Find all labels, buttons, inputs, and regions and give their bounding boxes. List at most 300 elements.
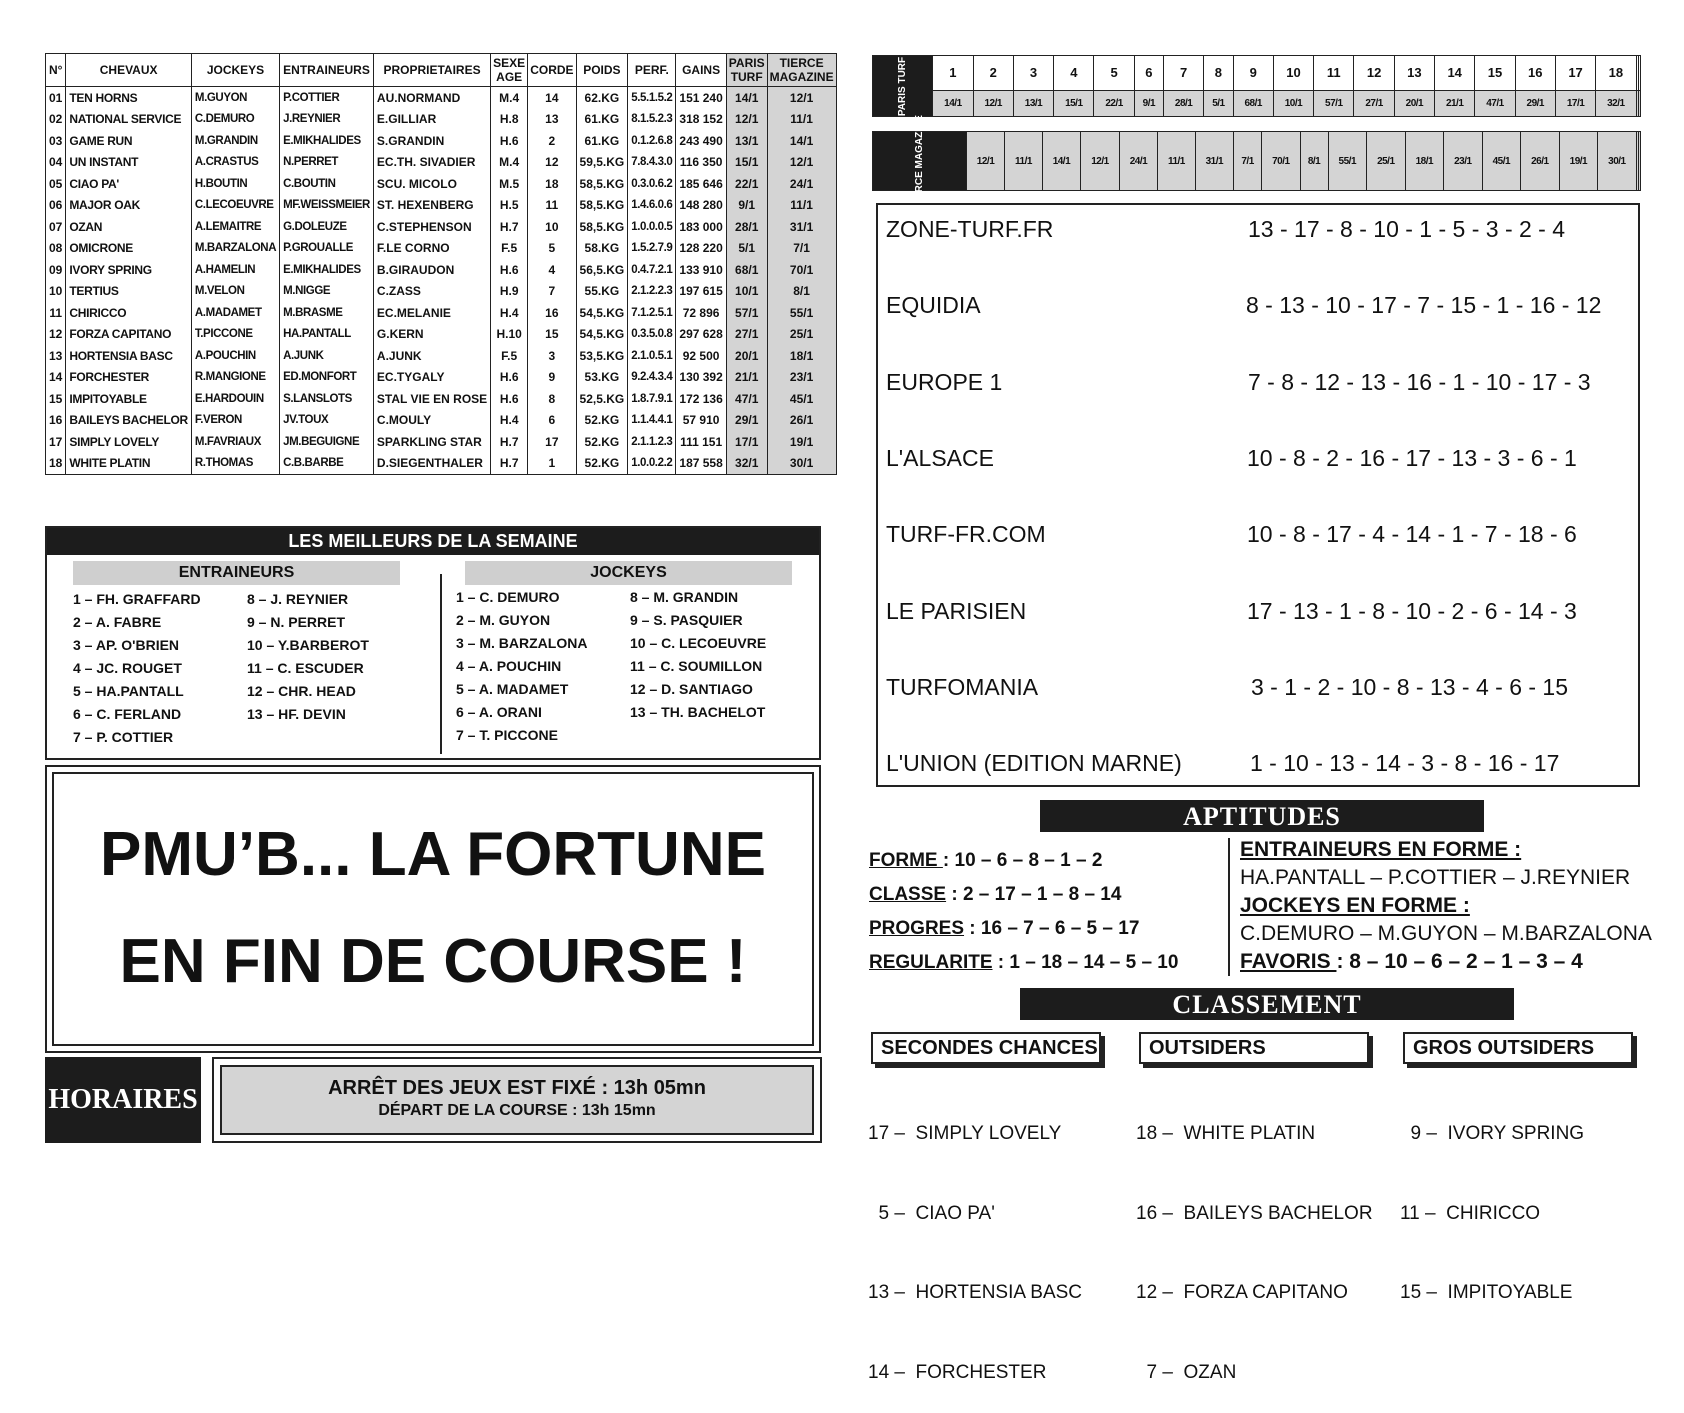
runner-owner: B.GIRAUDON (373, 259, 490, 281)
table-row (46, 109, 837, 131)
runner-odds-tierce-magazine: 8/1 (767, 281, 836, 303)
runner-jockey: A.LEMAITRE (191, 216, 279, 238)
list-item: 5 – CIAO PA' (868, 1202, 995, 1224)
runner-horse: OMICRONE (66, 238, 192, 260)
paris-turf-number-row (873, 56, 1641, 91)
runner-horse: BAILEYS BACHELOR (66, 410, 192, 432)
runner-trainer: G.DOLEUZE (280, 216, 374, 238)
tierce-magazine-odds: 19/1 (1559, 132, 1598, 191)
list-item: 18 – WHITE PLATIN (1136, 1123, 1316, 1144)
runner-jockey: F.VERON (191, 410, 279, 432)
runner-odds-tierce-magazine: 45/1 (767, 388, 836, 410)
paris-turf-odds: 27/1 (1354, 90, 1394, 116)
header-jockeys: JOCKEYS (191, 54, 279, 87)
aptitudes-divider (1228, 838, 1230, 976)
runner-gains: 172 136 (676, 388, 726, 410)
trainers-in-form-value: HA.PANTALL – P.COTTIER – J.REYNIER (1240, 866, 1631, 889)
runner-corde: 8 (528, 388, 576, 410)
paris-turf-odds: 15/1 (1054, 90, 1094, 116)
runner-owner: ST. HEXENBERG (373, 195, 490, 217)
runner-sex-age: M.5 (491, 173, 528, 195)
runner-sex-age: H.4 (491, 302, 528, 324)
list-item: 12 – CHR. HEAD (247, 683, 356, 699)
runner-perf: 0.3.0.6.2 (628, 173, 676, 195)
table-row (46, 173, 837, 195)
runner-jockey: A.CRASTUS (191, 152, 279, 174)
paris-turf-number: 15 (1475, 56, 1515, 91)
runner-odds-tierce-magazine: 70/1 (767, 259, 836, 281)
runner-number: 09 (46, 259, 66, 281)
runner-odds-tierce-magazine: 26/1 (767, 410, 836, 432)
runner-jockey: M.VELON (191, 281, 279, 303)
tierce-magazine-odds: 8/1 (1300, 132, 1328, 191)
table-row (46, 324, 837, 346)
runner-trainer: E.MIKHALIDES (280, 259, 374, 281)
runner-odds-paris-turf: 27/1 (726, 324, 767, 346)
runner-horse: CIAO PA' (66, 173, 192, 195)
horaires-inner (220, 1065, 814, 1135)
best-jockeys-col2 (630, 586, 766, 724)
table-row (46, 87, 837, 109)
table-row (46, 302, 837, 324)
list-item: 13 – HF. DEVIN (247, 706, 346, 722)
prono-numbers: 3 - 1 - 2 - 10 - 8 - 13 - 4 - 6 - 15 (1251, 674, 1569, 700)
slogan-line-2: EN FIN DE COURSE ! (119, 927, 747, 996)
best-jockeys-title: JOCKEYS (465, 561, 792, 585)
runner-horse: GAME RUN (66, 130, 192, 152)
runner-odds-paris-turf: 32/1 (726, 453, 767, 475)
runner-sex-age: H.10 (491, 324, 528, 346)
header-tierce-magazine: TIERCE MAGAZINE (767, 54, 836, 87)
paris-turf-odds: 22/1 (1094, 90, 1134, 116)
runner-gains: 111 151 (676, 431, 726, 453)
runner-gains: 183 000 (676, 216, 726, 238)
runner-odds-tierce-magazine: 11/1 (767, 109, 836, 131)
prono-numbers: 7 - 8 - 12 - 13 - 16 - 1 - 10 - 17 - 3 (1248, 369, 1591, 395)
runner-sex-age: H.5 (491, 195, 528, 217)
list-item: 11 – C. SOUMILLON (630, 658, 763, 674)
runner-corde: 4 (528, 259, 576, 281)
runner-owner: AU.NORMAND (373, 87, 490, 109)
runner-jockey: T.PICCONE (191, 324, 279, 346)
paris-turf-odds: 28/1 (1164, 90, 1204, 116)
empty-cell (1638, 132, 1640, 191)
runner-sex-age: M.4 (491, 152, 528, 174)
tierce-magazine-odds-row (873, 132, 1641, 191)
runner-gains: 72 896 (676, 302, 726, 324)
runner-number: 10 (46, 281, 66, 303)
list-item: 15 – IMPITOYABLE (1400, 1282, 1573, 1303)
runner-gains: 151 240 (676, 87, 726, 109)
runner-number: 18 (46, 453, 66, 475)
runner-weight: 53,5.KG (576, 345, 628, 367)
runner-weight: 55.KG (576, 281, 628, 303)
best-trainers-col2 (247, 588, 369, 726)
runner-horse: SIMPLY LOVELY (66, 431, 192, 453)
runner-sex-age: H.6 (491, 259, 528, 281)
runner-trainer: E.MIKHALIDES (280, 130, 374, 152)
runner-jockey: H.BOUTIN (191, 173, 279, 195)
paris-turf-odds: 20/1 (1394, 90, 1434, 116)
runner-corde: 9 (528, 367, 576, 389)
table-row (46, 281, 837, 303)
runner-odds-tierce-magazine: 19/1 (767, 431, 836, 453)
runner-jockey: R.MANGIONE (191, 367, 279, 389)
runner-horse: FORCHESTER (66, 367, 192, 389)
runner-odds-tierce-magazine: 11/1 (767, 195, 836, 217)
paris-turf-label: PARIS TURF (897, 56, 909, 116)
runner-number: 01 (46, 87, 66, 109)
runner-corde: 15 (528, 324, 576, 346)
prono-source: TURFOMANIA (886, 674, 1039, 700)
paris-turf-odds: 14/1 (933, 90, 973, 116)
list-item: 8 – M. GRANDIN (630, 589, 739, 605)
runner-horse: NATIONAL SERVICE (66, 109, 192, 131)
runner-trainer: S.LANSLOTS (280, 388, 374, 410)
trainers-in-form-label: ENTRAINEURS EN FORME : (1240, 838, 1522, 861)
runner-number: 02 (46, 109, 66, 131)
runner-sex-age: H.9 (491, 281, 528, 303)
runner-perf: 1.0.0.2.2 (628, 453, 676, 475)
runner-weight: 61.KG (576, 109, 628, 131)
secondes-chances-list (868, 1068, 1082, 1413)
runner-gains: 133 910 (676, 259, 726, 281)
prono-numbers: 8 - 13 - 10 - 17 - 7 - 15 - 1 - 16 - 12 (1246, 292, 1602, 318)
table-row (46, 431, 837, 453)
list-item: 4 – A. POUCHIN (456, 658, 562, 674)
paris-turf-number: 3 (1013, 56, 1053, 91)
paris-turf-odds: 13/1 (1013, 90, 1053, 116)
runner-weight: 58,5.KG (576, 195, 628, 217)
runner-perf: 0.3.5.0.8 (628, 324, 676, 346)
runner-odds-paris-turf: 28/1 (726, 216, 767, 238)
runner-owner: STAL VIE EN ROSE (373, 388, 490, 410)
paris-turf-grid (872, 55, 1641, 117)
paris-turf-odds: 29/1 (1515, 90, 1555, 116)
runner-odds-tierce-magazine: 24/1 (767, 173, 836, 195)
table-row (46, 453, 837, 475)
header-paris-turf: PARIS TURF (726, 54, 767, 87)
runner-odds-paris-turf: 47/1 (726, 388, 767, 410)
runner-corde: 11 (528, 195, 576, 217)
runner-horse: FORZA CAPITANO (66, 324, 192, 346)
runner-weight: 52,5.KG (576, 388, 628, 410)
list-item: 5 – A. MADAMET (456, 681, 569, 697)
best-of-week-title: LES MEILLEURS DE LA SEMAINE (47, 528, 819, 555)
best-trainers-col1 (73, 588, 201, 749)
table-row (46, 410, 837, 432)
list-item: 6 – C. FERLAND (73, 706, 182, 722)
pronostics-panel (876, 203, 1640, 787)
runner-trainer: J.REYNIER (280, 109, 374, 131)
runner-corde: 2 (528, 130, 576, 152)
prono-numbers: 1 - 10 - 13 - 14 - 3 - 8 - 16 - 17 (1250, 750, 1560, 776)
tierce-magazine-odds: 55/1 (1328, 132, 1367, 191)
forme-label: FORME (869, 850, 943, 871)
runner-sex-age: F.5 (491, 238, 528, 260)
best-jockeys-col1 (456, 586, 587, 747)
runner-jockey: M.FAVRIAUX (191, 431, 279, 453)
tierce-magazine-odds: 26/1 (1521, 132, 1560, 191)
paris-turf-number: 7 (1164, 56, 1204, 91)
runner-odds-tierce-magazine: 18/1 (767, 345, 836, 367)
paris-turf-number: 12 (1354, 56, 1394, 91)
runner-odds-tierce-magazine: 12/1 (767, 152, 836, 174)
paris-turf-number: 16 (1515, 56, 1555, 91)
prono-source: TURF-FR.COM (886, 521, 1046, 547)
runner-owner: G.KERN (373, 324, 490, 346)
runner-owner: C.STEPHENSON (373, 216, 490, 238)
runner-weight: 58.KG (576, 238, 628, 260)
horaires-close-time: ARRÊT DES JEUX EST FIXÉ : 13h 05mn (328, 1077, 706, 1099)
runner-jockey: A.MADAMET (191, 302, 279, 324)
runner-horse: TERTIUS (66, 281, 192, 303)
paris-turf-label-cell (873, 56, 933, 117)
runner-gains: 128 220 (676, 238, 726, 260)
header-perf: PERF. (628, 54, 676, 87)
list-item: 4 – JC. ROUGET (73, 660, 182, 676)
runner-weight: 61.KG (576, 130, 628, 152)
list-item: 1 – C. DEMURO (456, 589, 560, 605)
list-item: 11 – CHIRICCO (1400, 1202, 1541, 1224)
runner-number: 17 (46, 431, 66, 453)
prono-source: EUROPE 1 (886, 369, 1003, 395)
runner-odds-paris-turf: 15/1 (726, 152, 767, 174)
runner-perf: 2.1.2.2.3 (628, 281, 676, 303)
header-number: N° (46, 54, 66, 87)
header-weight: POIDS (576, 54, 628, 87)
runner-odds-paris-turf: 68/1 (726, 259, 767, 281)
runner-sex-age: H.7 (491, 431, 528, 453)
runner-perf: 1.0.0.0.5 (628, 216, 676, 238)
runner-horse: IVORY SPRING (66, 259, 192, 281)
regularite-label: REGULARITE (869, 952, 993, 973)
prono-numbers: 10 - 8 - 2 - 16 - 17 - 13 - 3 - 6 - 1 (1247, 445, 1577, 471)
list-item: 13 – HORTENSIA BASC (868, 1282, 1083, 1303)
gros-outsiders-title: GROS OUTSIDERS (1403, 1032, 1633, 1064)
runner-perf: 9.2.4.3.4 (628, 367, 676, 389)
tierce-magazine-odds: 18/1 (1405, 132, 1444, 191)
paris-turf-number: 8 (1204, 56, 1233, 91)
paris-turf-odds: 68/1 (1233, 90, 1273, 116)
runner-jockey: R.THOMAS (191, 453, 279, 475)
runners-table (45, 53, 837, 475)
tierce-magazine-odds: 25/1 (1367, 132, 1406, 191)
runners-body (46, 87, 837, 475)
runner-jockey: A.POUCHIN (191, 345, 279, 367)
tierce-magazine-odds: 12/1 (1081, 132, 1120, 191)
prono-source: L'ALSACE (886, 445, 994, 471)
runner-number: 15 (46, 388, 66, 410)
list-item: 8 – J. REYNIER (247, 591, 349, 607)
runner-odds-tierce-magazine: 12/1 (767, 87, 836, 109)
runner-owner: C.MOULY (373, 410, 490, 432)
runner-number: 05 (46, 173, 66, 195)
tierce-magazine-odds: 11/1 (1158, 132, 1195, 191)
runner-corde: 12 (528, 152, 576, 174)
runner-owner: E.GILLIAR (373, 109, 490, 131)
header-corde: CORDE (528, 54, 576, 87)
list-item: 12 – FORZA CAPITANO (1136, 1282, 1348, 1303)
paris-turf-odds: 12/1 (973, 90, 1013, 116)
runner-odds-tierce-magazine: 55/1 (767, 302, 836, 324)
runner-odds-tierce-magazine: 7/1 (767, 238, 836, 260)
outsiders-title: OUTSIDERS (1139, 1032, 1369, 1064)
progres-value: : 16 – 7 – 6 – 5 – 17 (964, 918, 1140, 939)
aptitudes-title: APTITUDES (1040, 800, 1484, 832)
runner-sex-age: H.8 (491, 109, 528, 131)
runner-perf: 5.5.1.5.2 (628, 87, 676, 109)
runner-weight: 52.KG (576, 431, 628, 453)
table-row (46, 259, 837, 281)
tierce-magazine-odds: 45/1 (1482, 132, 1521, 191)
horaires-box (212, 1057, 822, 1143)
runner-perf: 1.5.2.7.9 (628, 238, 676, 260)
runner-weight: 58,5.KG (576, 173, 628, 195)
list-item: 12 – D. SANTIAGO (630, 681, 753, 697)
runner-number: 14 (46, 367, 66, 389)
runner-odds-paris-turf: 22/1 (726, 173, 767, 195)
runner-odds-paris-turf: 12/1 (726, 109, 767, 131)
runner-corde: 6 (528, 410, 576, 432)
runner-sex-age: H.6 (491, 130, 528, 152)
header-horses: CHEVAUX (66, 54, 192, 87)
favoris-value: : 8 – 10 – 6 – 2 – 1 – 3 – 4 (1336, 950, 1583, 973)
paris-turf-number: 13 (1394, 56, 1434, 91)
slogan-line-1: PMU’B... LA FORTUNE (100, 820, 766, 889)
runner-owner: C.ZASS (373, 281, 490, 303)
runner-gains: 148 280 (676, 195, 726, 217)
runner-number: 06 (46, 195, 66, 217)
runner-owner: SCU. MICOLO (373, 173, 490, 195)
runner-gains: 185 646 (676, 173, 726, 195)
runner-horse: HORTENSIA BASC (66, 345, 192, 367)
runner-perf: 1.4.6.0.6 (628, 195, 676, 217)
best-divider (440, 574, 442, 754)
runner-weight: 62.KG (576, 87, 628, 109)
runner-number: 16 (46, 410, 66, 432)
runner-sex-age: F.5 (491, 345, 528, 367)
outsiders-list (1136, 1068, 1373, 1413)
runner-weight: 54,5.KG (576, 324, 628, 346)
list-item: 7 – P. COTTIER (73, 729, 174, 745)
list-item: 3 – AP. O'BRIEN (73, 637, 180, 653)
list-item: 10 – Y.BARBEROT (247, 637, 369, 653)
tierce-magazine-odds: 24/1 (1119, 132, 1158, 191)
paris-turf-odds: 9/1 (1134, 90, 1163, 116)
list-item: 2 – M. GUYON (456, 612, 551, 628)
runner-odds-paris-turf: 9/1 (726, 195, 767, 217)
runner-trainer: ED.MONFORT (280, 367, 374, 389)
runner-gains: 197 615 (676, 281, 726, 303)
runner-owner: A.JUNK (373, 345, 490, 367)
runner-perf: 7.1.2.5.1 (628, 302, 676, 324)
runner-number: 11 (46, 302, 66, 324)
runner-sex-age: H.6 (491, 388, 528, 410)
runner-trainer: MF.WEISSMEIER (280, 195, 374, 217)
paris-turf-number: 2 (973, 56, 1013, 91)
jockeys-in-form-value: C.DEMURO – M.GUYON – M.BARZALONA (1240, 922, 1652, 945)
runner-trainer: M.BRASME (280, 302, 374, 324)
list-item: 17 – SIMPLY LOVELY (868, 1123, 1062, 1144)
tierce-magazine-label: TIERCE MAGAZINE (913, 114, 925, 208)
runner-weight: 56,5.KG (576, 259, 628, 281)
runner-horse: WHITE PLATIN (66, 453, 192, 475)
runner-corde: 13 (528, 109, 576, 131)
paris-turf-odds: 47/1 (1475, 90, 1515, 116)
runner-odds-paris-turf: 20/1 (726, 345, 767, 367)
paris-turf-odds: 5/1 (1204, 90, 1233, 116)
runner-jockey: A.HAMELIN (191, 259, 279, 281)
list-item: 1 – FH. GRAFFARD (73, 591, 201, 607)
runner-trainer: P.GROUALLE (280, 238, 374, 260)
runner-perf: 7.8.4.3.0 (628, 152, 676, 174)
paris-turf-number: 10 (1273, 56, 1313, 91)
list-item: 7 – OZAN (1136, 1361, 1237, 1383)
paris-turf-number: 18 (1596, 56, 1636, 91)
runner-corde: 3 (528, 345, 576, 367)
paris-turf-odds: 10/1 (1273, 90, 1313, 116)
tierce-magazine-odds: 14/1 (1042, 132, 1081, 191)
favoris-label: FAVORIS (1240, 950, 1337, 973)
paris-turf-number: 1 (933, 56, 973, 91)
runner-horse: UN INSTANT (66, 152, 192, 174)
paris-turf-number: 5 (1094, 56, 1134, 91)
runner-corde: 7 (528, 281, 576, 303)
runner-corde: 17 (528, 431, 576, 453)
runner-sex-age: H.4 (491, 410, 528, 432)
runner-horse: IMPITOYABLE (66, 388, 192, 410)
list-item: 3 – M. BARZALONA (456, 635, 588, 651)
progres-label: PROGRES (869, 918, 965, 939)
runner-trainer: N.PERRET (280, 152, 374, 174)
header-trainers: ENTRAINEURS (280, 54, 374, 87)
classe-label: CLASSE (869, 884, 947, 905)
runner-odds-paris-turf: 57/1 (726, 302, 767, 324)
header-gains: GAINS (676, 54, 726, 87)
favoris-line (1240, 948, 1652, 976)
list-item: 9 – N. PERRET (247, 614, 346, 630)
prono-source: LE PARISIEN (886, 598, 1027, 624)
tierce-magazine-odds: 23/1 (1444, 132, 1483, 191)
runner-gains: 318 152 (676, 109, 726, 131)
runner-owner: F.LE CORNO (373, 238, 490, 260)
runner-odds-paris-turf: 29/1 (726, 410, 767, 432)
runner-gains: 297 628 (676, 324, 726, 346)
runner-trainer: A.JUNK (280, 345, 374, 367)
runner-odds-tierce-magazine: 30/1 (767, 453, 836, 475)
runner-odds-paris-turf: 21/1 (726, 367, 767, 389)
tierce-magazine-odds: 30/1 (1598, 132, 1637, 191)
tierce-magazine-odds: 31/1 (1195, 132, 1234, 191)
list-item: 10 – C. LECOEUVRE (630, 635, 767, 651)
tierce-magazine-label-cell (873, 114, 967, 208)
runner-sex-age: H.7 (491, 453, 528, 475)
paris-turf-number: 14 (1435, 56, 1475, 91)
runner-gains: 116 350 (676, 152, 726, 174)
table-row (46, 152, 837, 174)
runner-number: 03 (46, 130, 66, 152)
jockeys-in-form-label: JOCKEYS EN FORME : (1240, 894, 1470, 917)
runner-perf: 1.1.4.4.1 (628, 410, 676, 432)
list-item: 6 – A. ORANI (456, 704, 542, 720)
runner-gains: 92 500 (676, 345, 726, 367)
runner-odds-paris-turf: 13/1 (726, 130, 767, 152)
runner-odds-tierce-magazine: 14/1 (767, 130, 836, 152)
runner-owner: SPARKLING STAR (373, 431, 490, 453)
runner-sex-age: M.4 (491, 87, 528, 109)
prono-source: EQUIDIA (886, 292, 981, 318)
